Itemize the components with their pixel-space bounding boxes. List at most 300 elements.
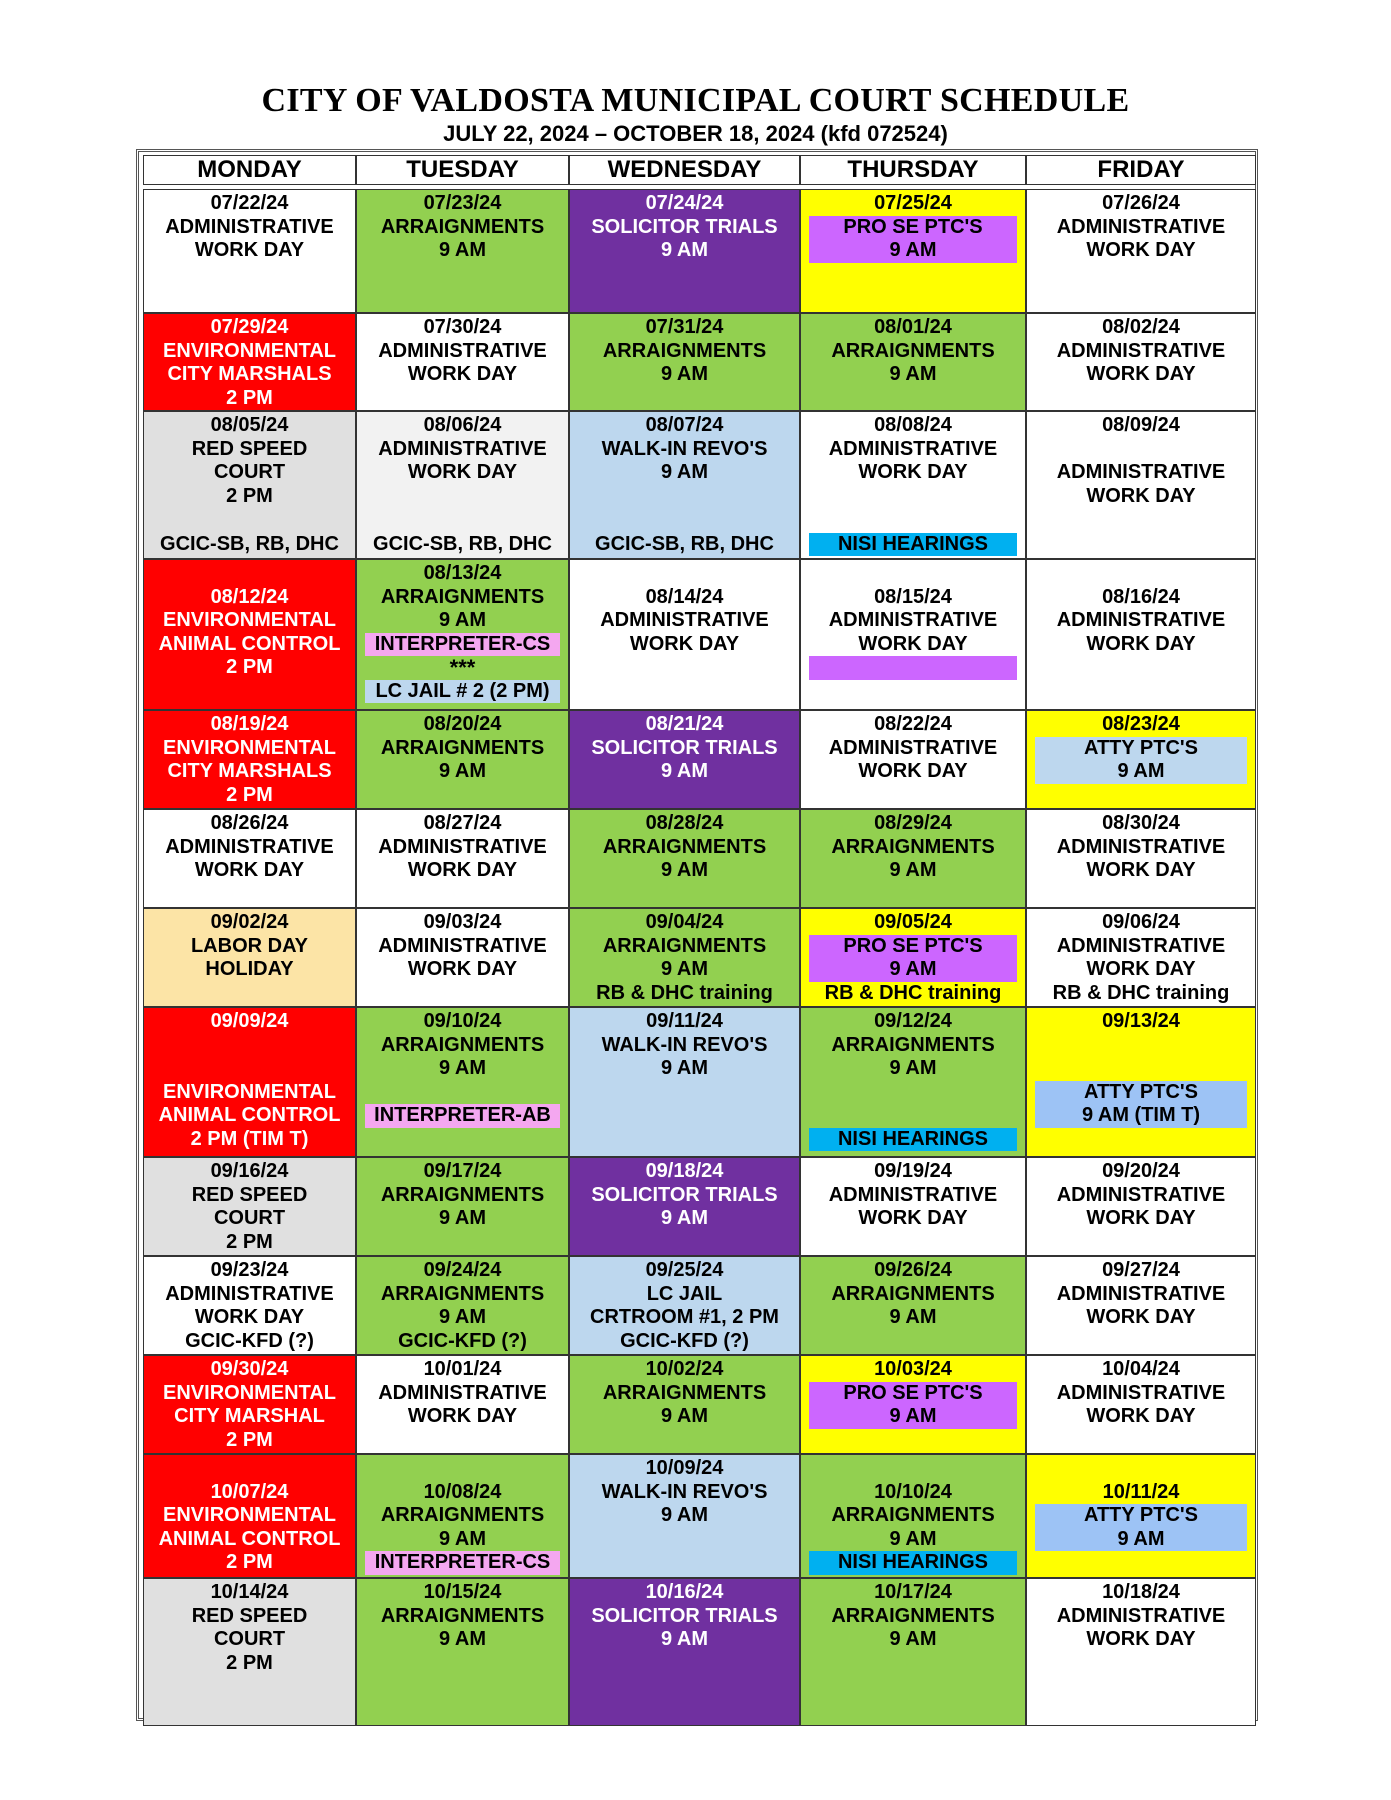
entry-text: 2 PM [226, 1651, 273, 1674]
date-label: 08/06/24 [423, 414, 502, 436]
day-cell-friday [1026, 1578, 1256, 1726]
day-cell-monday [143, 559, 356, 710]
header-tuesday: TUESDAY [356, 155, 569, 185]
entry-text: ENVIRONMENTAL [163, 1080, 336, 1103]
entry-text: ANIMAL CONTROL [158, 632, 341, 655]
entry-text: ADMINISTRATIVE [828, 1183, 998, 1206]
entry-text: CRTROOM #1, 2 PM [590, 1306, 779, 1328]
date-label: 09/11/24 [646, 1010, 723, 1032]
date-label: 09/10/24 [423, 1010, 502, 1032]
entry-text: *** [449, 655, 476, 680]
entry-text: ADMINISTRATIVE [1056, 1381, 1226, 1404]
entry-text: 9 AM [889, 859, 937, 881]
entry-text: ENVIRONMENTAL [163, 609, 336, 631]
entry-text: 9 AM [660, 1207, 709, 1229]
entry-text: 9 AM [438, 1306, 487, 1328]
day-cell-thursday [800, 559, 1026, 710]
date-label: 09/20/24 [1102, 1160, 1180, 1182]
entry-text: WORK DAY [1086, 1405, 1196, 1427]
entry-text: CITY MARSHALS [167, 363, 332, 385]
entry-text: WALK-IN REVO'S [601, 437, 768, 460]
entry-text: ENVIRONMENTAL [163, 339, 336, 362]
highlighted-entry: PRO SE PTC'S [809, 216, 1017, 240]
day-cell-monday [143, 1355, 356, 1454]
entry-text: GCIC-SB, RB, DHC [160, 532, 339, 555]
highlighted-entry [809, 656, 1017, 680]
header-thursday: THURSDAY [800, 155, 1026, 185]
entry-text: 2 PM [226, 656, 273, 678]
entry-text: 9 AM [660, 1405, 709, 1427]
entry-text: 08/12/24 [210, 585, 289, 608]
entry-text: WORK DAY [407, 461, 518, 483]
entry-text: ADMINISTRATIVE [378, 437, 547, 460]
entry-text: 9 AM [889, 1057, 937, 1079]
entry-text: WORK DAY [1086, 484, 1196, 507]
date-label: 08/23/24 [1102, 713, 1180, 735]
date-label: 09/13/24 [1102, 1010, 1180, 1032]
highlighted-entry: 9 AM [809, 239, 1017, 263]
day-cell-thursday [800, 411, 1026, 559]
entry-text: GCIC-KFD (?) [398, 1329, 527, 1352]
day-cell-tuesday [356, 1355, 569, 1454]
day-cell-monday [143, 1157, 356, 1256]
date-label [801, 1457, 1025, 1481]
day-cell-wednesday [569, 189, 800, 313]
entry-text: ARRAIGNMENTS [831, 1282, 995, 1305]
highlighted-entry: 9 AM [809, 1405, 1017, 1429]
entry-text: ARRAIGNMENTS [380, 1033, 545, 1056]
entry-text: WORK DAY [858, 461, 968, 483]
entry-text: 2 PM [226, 1551, 273, 1573]
entry-text: ADMINISTRATIVE [378, 835, 547, 858]
entry-text: COURT [213, 461, 286, 483]
day-cell-friday [1026, 710, 1256, 809]
entry-text: 2 PM [226, 1230, 273, 1253]
entry-text: ENVIRONMENTAL [163, 736, 336, 759]
day-cell-tuesday [356, 189, 569, 313]
header-wednesday: WEDNESDAY [569, 155, 800, 185]
entry-text: RB & DHC training [1052, 981, 1230, 1004]
entry-text: 9 AM [438, 1057, 487, 1079]
entry-text: ADMINISTRATIVE [828, 609, 998, 631]
date-label: 08/27/24 [423, 812, 502, 834]
day-cell-thursday [800, 710, 1026, 809]
entry-text: ARRAIGNMENTS [831, 1604, 995, 1627]
highlighted-entry: NISI HEARINGS [809, 533, 1017, 557]
entry-text: GCIC-SB, RB, DHC [373, 532, 552, 555]
date-label: 09/12/24 [874, 1010, 952, 1032]
entry-text: ADMINISTRATIVE [600, 609, 769, 631]
entry-text: GCIC-KFD (?) [620, 1329, 749, 1352]
entry-text: 9 AM [889, 1527, 937, 1550]
highlighted-entry: NISI HEARINGS [809, 1551, 1017, 1575]
day-cell-tuesday [356, 559, 569, 710]
entry-text: ADMINISTRATIVE [1056, 835, 1226, 858]
date-label: 07/23/24 [423, 192, 502, 214]
entry-text: ADMINISTRATIVE [1056, 609, 1226, 631]
entry-text: 9 AM [438, 1628, 487, 1650]
entry-text: ADMINISTRATIVE [1056, 1183, 1226, 1206]
highlighted-entry: 9 AM (TIM T) [1035, 1104, 1247, 1128]
date-label: 10/03/24 [874, 1358, 952, 1380]
entry-text: 08/15/24 [874, 585, 952, 608]
entry-text: SOLICITOR TRIALS [591, 1183, 778, 1206]
entry-text: SOLICITOR TRIALS [591, 1604, 778, 1627]
entry-text: COURT [213, 1207, 286, 1229]
date-label: 09/26/24 [874, 1259, 952, 1281]
date-label: 09/16/24 [210, 1160, 289, 1182]
entry-text: ADMINISTRATIVE [378, 339, 547, 362]
day-cell-monday [143, 710, 356, 809]
date-label [801, 562, 1025, 586]
header-monday: MONDAY [143, 155, 356, 185]
highlighted-entry: ATTY PTC'S [1035, 1504, 1247, 1528]
entry-text: ADMINISTRATIVE [1056, 1604, 1226, 1627]
day-cell-wednesday [569, 908, 800, 1007]
entry-text: GCIC-KFD (?) [185, 1329, 314, 1352]
entry-text: WORK DAY [1086, 632, 1196, 655]
date-label: 08/28/24 [645, 812, 724, 834]
date-label: 09/06/24 [1102, 911, 1180, 933]
entry-text: ADMINISTRATIVE [165, 1282, 334, 1305]
entry-text: WORK DAY [1086, 1207, 1196, 1229]
day-cell-tuesday [356, 1454, 569, 1578]
entry-text: ARRAIGNMENTS [380, 736, 545, 759]
day-cell-wednesday [569, 1578, 800, 1726]
entry-text: ARRAIGNMENTS [831, 1504, 995, 1526]
date-label: 08/20/24 [423, 713, 502, 735]
highlighted-entry: NISI HEARINGS [809, 1128, 1017, 1152]
day-cell-friday [1026, 908, 1256, 1007]
date-label [357, 1457, 568, 1481]
entry-text: WALK-IN REVO'S [601, 1033, 768, 1056]
day-cell-monday [143, 1007, 356, 1157]
date-label: 07/22/24 [210, 192, 289, 214]
date-label: 07/26/24 [1102, 192, 1180, 214]
day-cell-wednesday [569, 710, 800, 809]
day-cell-monday [143, 1578, 356, 1726]
entry-text: COURT [213, 1628, 286, 1650]
date-label: 09/30/24 [210, 1358, 289, 1380]
day-cell-friday [1026, 1256, 1256, 1355]
day-cell-friday [1026, 809, 1256, 908]
entry-text: ARRAIGNMENTS [380, 1282, 545, 1305]
entry-text: ANIMAL CONTROL [158, 1104, 341, 1126]
entry-text [801, 1104, 1025, 1128]
date-label: 09/27/24 [1102, 1259, 1180, 1281]
entry-text: SOLICITOR TRIALS [591, 736, 778, 759]
entry-text: WORK DAY [858, 1207, 968, 1229]
entry-text: WORK DAY [1086, 363, 1196, 385]
page-title: CITY OF VALDOSTA MUNICIPAL COURT SCHEDULE [261, 82, 1130, 119]
date-label: 10/02/24 [645, 1358, 724, 1380]
entry-text: ARRAIGNMENTS [380, 215, 545, 238]
day-cell-thursday [800, 313, 1026, 411]
entry-text: ADMINISTRATIVE [1056, 339, 1226, 362]
highlighted-entry: PRO SE PTC'S [809, 1382, 1017, 1406]
entry-text: 9 AM [660, 958, 709, 980]
date-label: 10/17/24 [874, 1581, 952, 1603]
highlighted-entry: INTERPRETER-CS [365, 633, 560, 657]
entry-text: ENVIRONMENTAL [163, 1381, 336, 1404]
day-cell-wednesday [569, 1454, 800, 1578]
date-label: 08/07/24 [645, 414, 724, 436]
entry-text: WORK DAY [407, 1405, 518, 1427]
entry-text: ADMINISTRATIVE [1056, 461, 1226, 483]
day-cell-thursday [800, 189, 1026, 313]
day-cell-wednesday [569, 1157, 800, 1256]
date-label: 08/09/24 [1102, 414, 1180, 436]
date-label [1027, 1457, 1255, 1481]
entry-text: ADMINISTRATIVE [1056, 934, 1226, 957]
day-cell-tuesday [356, 710, 569, 809]
day-cell-friday [1026, 1355, 1256, 1454]
entry-text: CITY MARSHAL [174, 1405, 325, 1427]
day-cell-monday [143, 908, 356, 1007]
entry-text: WORK DAY [1086, 1306, 1196, 1328]
entry-text: 08/16/24 [1102, 585, 1180, 608]
date-label [1027, 562, 1255, 586]
entry-text: RED SPEED [191, 437, 308, 460]
entry-text: ARRAIGNMENTS [380, 1604, 545, 1627]
date-label: 07/24/24 [645, 192, 724, 214]
page-subtitle: JULY 22, 2024 – OCTOBER 18, 2024 (kfd 072524) [443, 121, 948, 146]
date-label: 08/21/24 [645, 713, 724, 735]
entry-text: WALK-IN REVO'S [601, 1480, 768, 1503]
highlighted-entry: 9 AM [809, 958, 1017, 982]
entry-text: ADMINISTRATIVE [1056, 1282, 1226, 1305]
date-label: 09/17/24 [423, 1160, 502, 1182]
entry-text: 2 PM [226, 484, 273, 507]
day-cell-thursday [800, 809, 1026, 908]
date-label: 10/15/24 [423, 1581, 502, 1603]
entry-text: ARRAIGNMENTS [602, 835, 767, 858]
entry-text: 2 PM (TIM T) [190, 1127, 309, 1150]
day-cell-wednesday [569, 559, 800, 710]
date-label: 08/19/24 [210, 713, 289, 735]
entry-text [144, 1034, 355, 1058]
highlighted-entry: 9 AM [1035, 760, 1247, 784]
entry-text: WORK DAY [1086, 859, 1196, 881]
day-cell-thursday [800, 908, 1026, 1007]
highlighted-entry: INTERPRETER-CS [365, 1551, 560, 1575]
date-label: 08/05/24 [210, 414, 289, 436]
entry-text: 9 AM [889, 1628, 937, 1650]
day-cell-monday [143, 411, 356, 559]
entry-text: ADMINISTRATIVE [378, 934, 547, 957]
entry-text: ADMINISTRATIVE [165, 215, 334, 238]
entry-text: WORK DAY [194, 239, 305, 261]
entry-text: ARRAIGNMENTS [602, 1381, 767, 1404]
entry-text: RED SPEED [191, 1604, 308, 1627]
entry-text: 2 PM [226, 1428, 273, 1451]
entry-text [1027, 1057, 1255, 1081]
entry-text: 9 AM [660, 461, 709, 483]
date-label [570, 562, 799, 586]
entry-text: ADMINISTRATIVE [1056, 215, 1226, 238]
entry-text: CITY MARSHALS [167, 760, 332, 782]
entry-text: WORK DAY [194, 1306, 305, 1328]
entry-text [801, 1081, 1025, 1105]
entry-text: WORK DAY [629, 632, 740, 655]
entry-text: 9 AM [889, 1306, 937, 1328]
entry-text [144, 1057, 355, 1081]
entry-text [1027, 1034, 1255, 1058]
entry-text: SOLICITOR TRIALS [591, 215, 778, 238]
day-cell-tuesday [356, 1256, 569, 1355]
date-label: 07/30/24 [423, 316, 502, 338]
entry-text: 9 AM [438, 760, 487, 782]
entry-text: WORK DAY [858, 632, 968, 655]
entry-text: ARRAIGNMENTS [831, 339, 995, 362]
day-cell-wednesday [569, 809, 800, 908]
date-label [144, 562, 355, 586]
day-cell-friday [1026, 1157, 1256, 1256]
date-label: 10/18/24 [1102, 1581, 1180, 1603]
date-label: 09/23/24 [210, 1259, 289, 1281]
day-cell-friday [1026, 1007, 1256, 1157]
day-cell-wednesday [569, 411, 800, 559]
entry-text: WORK DAY [1086, 958, 1196, 980]
date-label: 09/19/24 [874, 1160, 952, 1182]
entry-text: 9 AM [660, 1057, 709, 1079]
date-label: 10/01/24 [423, 1358, 502, 1380]
date-label: 08/01/24 [874, 316, 952, 338]
day-cell-monday [143, 189, 356, 313]
entry-text: 9 AM [660, 363, 709, 385]
entry-text: ANIMAL CONTROL [158, 1527, 341, 1550]
entry-text: ARRAIGNMENTS [602, 934, 767, 957]
day-cell-tuesday [356, 809, 569, 908]
day-cell-friday [1026, 411, 1256, 559]
entry-text: RED SPEED [191, 1183, 308, 1206]
entry-text: ARRAIGNMENTS [380, 585, 545, 608]
highlighted-entry: INTERPRETER-AB [365, 1104, 560, 1128]
day-cell-wednesday [569, 1355, 800, 1454]
day-cell-monday [143, 809, 356, 908]
entry-text: HOLIDAY [205, 958, 294, 980]
day-cell-thursday [800, 1007, 1026, 1157]
entry-text: 9 AM [660, 760, 709, 782]
entry-text: 9 AM [438, 609, 487, 631]
entry-text [1027, 438, 1255, 462]
date-label: 10/16/24 [645, 1581, 724, 1603]
day-cell-tuesday [356, 313, 569, 411]
date-label: 07/25/24 [874, 192, 952, 214]
day-cell-tuesday [356, 908, 569, 1007]
entry-text: ADMINISTRATIVE [378, 1381, 547, 1404]
entry-text: 10/10/24 [874, 1480, 952, 1503]
entry-text: ARRAIGNMENTS [380, 1183, 545, 1206]
day-cell-friday [1026, 189, 1256, 313]
date-label: 08/26/24 [210, 812, 289, 834]
date-label: 09/04/24 [645, 911, 724, 933]
day-cell-monday [143, 1454, 356, 1578]
header-friday: FRIDAY [1026, 155, 1256, 185]
day-cell-monday [143, 1256, 356, 1355]
entry-text: 10/07/24 [210, 1480, 289, 1503]
entry-text: 2 PM [226, 386, 273, 409]
entry-text: 9 AM [438, 1207, 487, 1229]
date-label: 10/04/24 [1102, 1358, 1180, 1380]
entry-text: 9 AM [660, 1628, 709, 1650]
day-cell-wednesday [569, 1007, 800, 1157]
entry-text: GCIC-SB, RB, DHC [595, 532, 774, 555]
day-cell-thursday [800, 1355, 1026, 1454]
date-label: 09/18/24 [645, 1160, 724, 1182]
date-label: 10/09/24 [645, 1457, 724, 1479]
entry-text: 9 AM [438, 1527, 487, 1550]
highlighted-entry: ATTY PTC'S [1035, 1081, 1247, 1105]
date-label: 09/05/24 [874, 911, 952, 933]
date-label: 08/29/24 [874, 812, 952, 834]
entry-text: 08/14/24 [645, 585, 724, 608]
date-label: 08/30/24 [1102, 812, 1180, 834]
entry-text: ADMINISTRATIVE [828, 736, 998, 759]
date-label: 08/02/24 [1102, 316, 1180, 338]
entry-text: ARRAIGNMENTS [602, 339, 767, 362]
day-cell-wednesday [569, 1256, 800, 1355]
schedule-grid [136, 149, 1258, 1721]
entry-text: ARRAIGNMENTS [831, 835, 995, 858]
entry-text: LC JAIL [646, 1282, 723, 1305]
entry-text: ENVIRONMENTAL [163, 1504, 336, 1526]
date-label: 09/02/24 [210, 911, 289, 933]
entry-text: ADMINISTRATIVE [165, 835, 334, 858]
day-cell-tuesday [356, 1007, 569, 1157]
entry-text: WORK DAY [407, 958, 518, 980]
entry-text: 9 AM [889, 363, 937, 385]
entry-text: WORK DAY [407, 859, 518, 881]
day-cell-friday [1026, 313, 1256, 411]
highlighted-entry: 9 AM [1035, 1528, 1247, 1552]
date-label: 07/29/24 [210, 316, 289, 338]
entry-text: RB & DHC training [596, 981, 773, 1004]
entry-text: RB & DHC training [824, 981, 1002, 1004]
date-label: 08/22/24 [874, 713, 952, 735]
entry-text: ARRAIGNMENTS [380, 1504, 545, 1526]
day-cell-tuesday [356, 411, 569, 559]
entry-text: LABOR DAY [190, 934, 309, 957]
day-cell-thursday [800, 1454, 1026, 1578]
entry-text: 10/08/24 [423, 1480, 502, 1503]
entry-text: 9 AM [660, 239, 709, 261]
day-cell-thursday [800, 1157, 1026, 1256]
day-cell-tuesday [356, 1157, 569, 1256]
entry-text: 10/11/24 [1102, 1480, 1180, 1503]
entry-text: 9 AM [660, 1504, 709, 1526]
highlighted-entry: ATTY PTC'S [1035, 737, 1247, 761]
highlighted-entry: PRO SE PTC'S [809, 935, 1017, 959]
date-label [144, 1457, 355, 1481]
date-label: 09/24/24 [423, 1259, 502, 1281]
entry-text: ARRAIGNMENTS [831, 1033, 995, 1056]
entry-text: 9 AM [660, 859, 709, 881]
entry-text: WORK DAY [858, 760, 968, 782]
date-label: 08/13/24 [423, 562, 502, 584]
entry-text: WORK DAY [1086, 239, 1196, 261]
day-cell-thursday [800, 1256, 1026, 1355]
day-cell-friday [1026, 1454, 1256, 1578]
day-cell-thursday [800, 1578, 1026, 1726]
entry-text: WORK DAY [1086, 1628, 1196, 1650]
date-label: 07/31/24 [645, 316, 724, 338]
entry-text: WORK DAY [194, 859, 305, 881]
entry-text: WORK DAY [407, 363, 518, 385]
day-cell-tuesday [356, 1578, 569, 1726]
entry-text: ADMINISTRATIVE [828, 437, 998, 460]
date-label: 09/25/24 [645, 1259, 724, 1281]
